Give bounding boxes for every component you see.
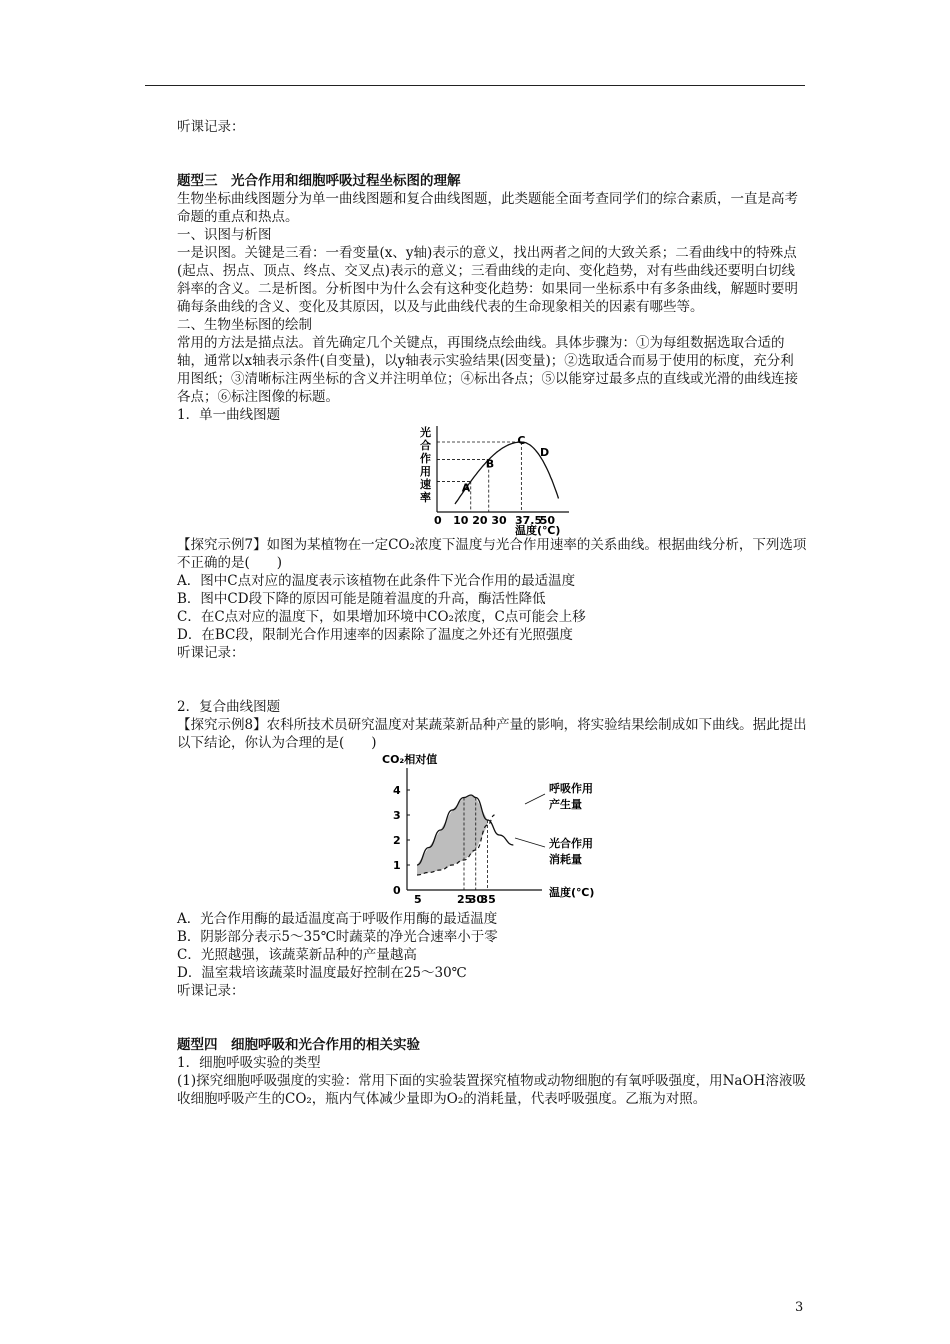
c1-x-tick: 30 [491,514,507,527]
compound-curve-chart [177,752,807,910]
section3-heading: 题型三 光合作用和细胞呼吸过程坐标图的理解 [177,173,461,189]
c2-shaded-area [417,795,488,875]
listen-record-3: 听课记录： [177,983,245,999]
sub1-title: 一、识图与析图 [177,227,272,243]
sub2-title: 二、生物坐标图的绘制 [177,317,312,333]
example7-stem: 【探究示例7】如图为某植物在一定CO₂浓度下温度与光合作用速率的关系曲线。根据曲线分析，下列选项不正确的是( ) [177,537,807,571]
c1-x-tick: 0 [434,514,442,527]
c2-y-tick: 0 [393,884,401,897]
c1-ylabel [420,425,431,504]
example8-option-b: B．阴影部分表示5～35℃时蔬菜的净光合速率小于零 [177,929,498,945]
c2-y-tick: 3 [393,809,401,822]
example8-option-d: D．温室栽培该蔬菜时温度最好控制在25～30℃ [177,965,467,981]
example7-option-a: A．图中C点对应的温度表示该植物在此条件下光合作用的最适温度 [177,573,576,589]
c2-y-tick: 1 [393,859,401,872]
example7-option-d: D．在BC段，限制光合作用速率的因素除了温度之外还有光照强度 [177,627,573,643]
single-curve-chart [177,424,807,536]
c2-x-tick: 25 [457,893,473,906]
c1-point-B: B [485,457,495,471]
section4-body: (1)探究细胞呼吸强度的实验：常用下面的实验装置探究植物或动物细胞的有氧呼吸强度，用NaOH溶液吸收细胞呼吸产生的CO₂，瓶内气体减少量即为O₂的消耗量，代表呼吸强度。乙瓶为对照。 [177,1073,806,1107]
single-curve-title: 1．单一曲线图题 [177,407,281,423]
c1-x-tick: 10 [453,514,469,527]
example8-option-c: C．光照越强，该蔬菜新品种的产量越高 [177,947,417,963]
c1-xlabel: 温度(℃) [515,524,561,536]
section4-heading: 题型四 细胞呼吸和光合作用的相关实验 [177,1037,420,1053]
section3-intro: 生物坐标曲线图题分为单一曲线图题和复合曲线图题，此类题能全面考查同学们的综合素质，一直是高考命题的重点和热点。 [177,191,798,225]
c1-point-D: D [540,445,550,459]
c2-resp-pointer [525,794,545,804]
c1-x-tick: 37.5 [515,514,543,527]
c2-resp-label-2: 产生量 [549,798,582,811]
sub2-body: 常用的方法是描点法。首先确定几个关键点，再围绕点绘曲线。具体步骤为：①为每组数据选取合适的轴，通常以x轴表示条件(自变量)，以y轴表示实验结果(因变量)；②选取适合而易于使用的标度，充分利用图纸；③清晰标注两坐标的含义并注明单位；④标出各点；⑤以能穿过最多点的直线或光滑的曲线连接各点；⑥标注图像的标题。 [177,335,798,405]
c2-resp-label-1: 呼吸作用 [549,782,593,795]
c2-x-tick: 5 [414,893,422,906]
c1-ylabel-char: 光 [420,426,431,439]
example8-option-a: A．光合作用酶的最适温度高于呼吸作用酶的最适温度 [177,911,498,927]
c2-x-tick: 30 [468,893,485,906]
c1-ylabel-char: 率 [420,491,431,504]
c2-photo-label-2: 消耗量 [549,853,582,866]
c2-y-tick: 2 [393,834,401,847]
page-number: 3 [795,1300,804,1315]
c2-y-tick: 4 [393,784,401,797]
c1-ylabel-char: 用 [420,465,431,478]
compound-curve-title: 2．复合曲线图题 [177,699,281,715]
c1-ylabel-char: 作 [420,452,431,465]
c2-ylabel: CO₂相对值 [382,753,438,766]
c1-x-tick: 20 [472,514,488,527]
c1-ylabel-char: 合 [420,439,431,452]
example7-option-c: C．在C点对应的温度下，如果增加环境中CO₂浓度，C点可能会上移 [177,609,586,625]
c1-guide-lines [437,442,521,512]
section4-sub1: 1．细胞呼吸实验的类型 [177,1055,321,1071]
c1-x-tick: 50 [539,514,556,527]
c2-photo-pointer [515,838,545,847]
c2-photo-label-1: 光合作用 [549,837,593,850]
c2-x-tick: 35 [480,893,496,906]
c2-xlabel: 温度(℃) [549,886,595,899]
header-rule [145,85,805,86]
example8-stem: 【探究示例8】农科所技术员研究温度对某蔬菜新品种产量的影响，将实验结果绘制成如下曲线。据此提出以下结论，你认为合理的是( ) [177,717,807,751]
listen-record-1: 听课记录： [177,119,245,135]
c1-point-A: A [461,481,471,495]
example7-option-b: B．图中CD段下降的原因可能是随着温度的升高，酶活性降低 [177,591,546,607]
listen-record-2: 听课记录： [177,645,245,661]
c1-ylabel-char: 速 [420,478,431,491]
c1-point-C: C [517,434,526,447]
page-content [177,118,807,1108]
sub1-body: 一是识图。关键是三看：一看变量(x、y轴)表示的意义，找出两者之间的大致关系；二看曲线中的特殊点(起点、拐点、顶点、终点、交叉点)表示的意义；三看曲线的走向、变化趋势，对有些曲线还要明白切线斜率的含义。二是析图。分析图中为什么会有这种变化趋势：如果同一坐标系中有多条曲线，解题时要明确每条曲线的含义、变化及其原因，以及与此曲线代表的生命现象相关的因素有哪些等。 [177,245,798,315]
